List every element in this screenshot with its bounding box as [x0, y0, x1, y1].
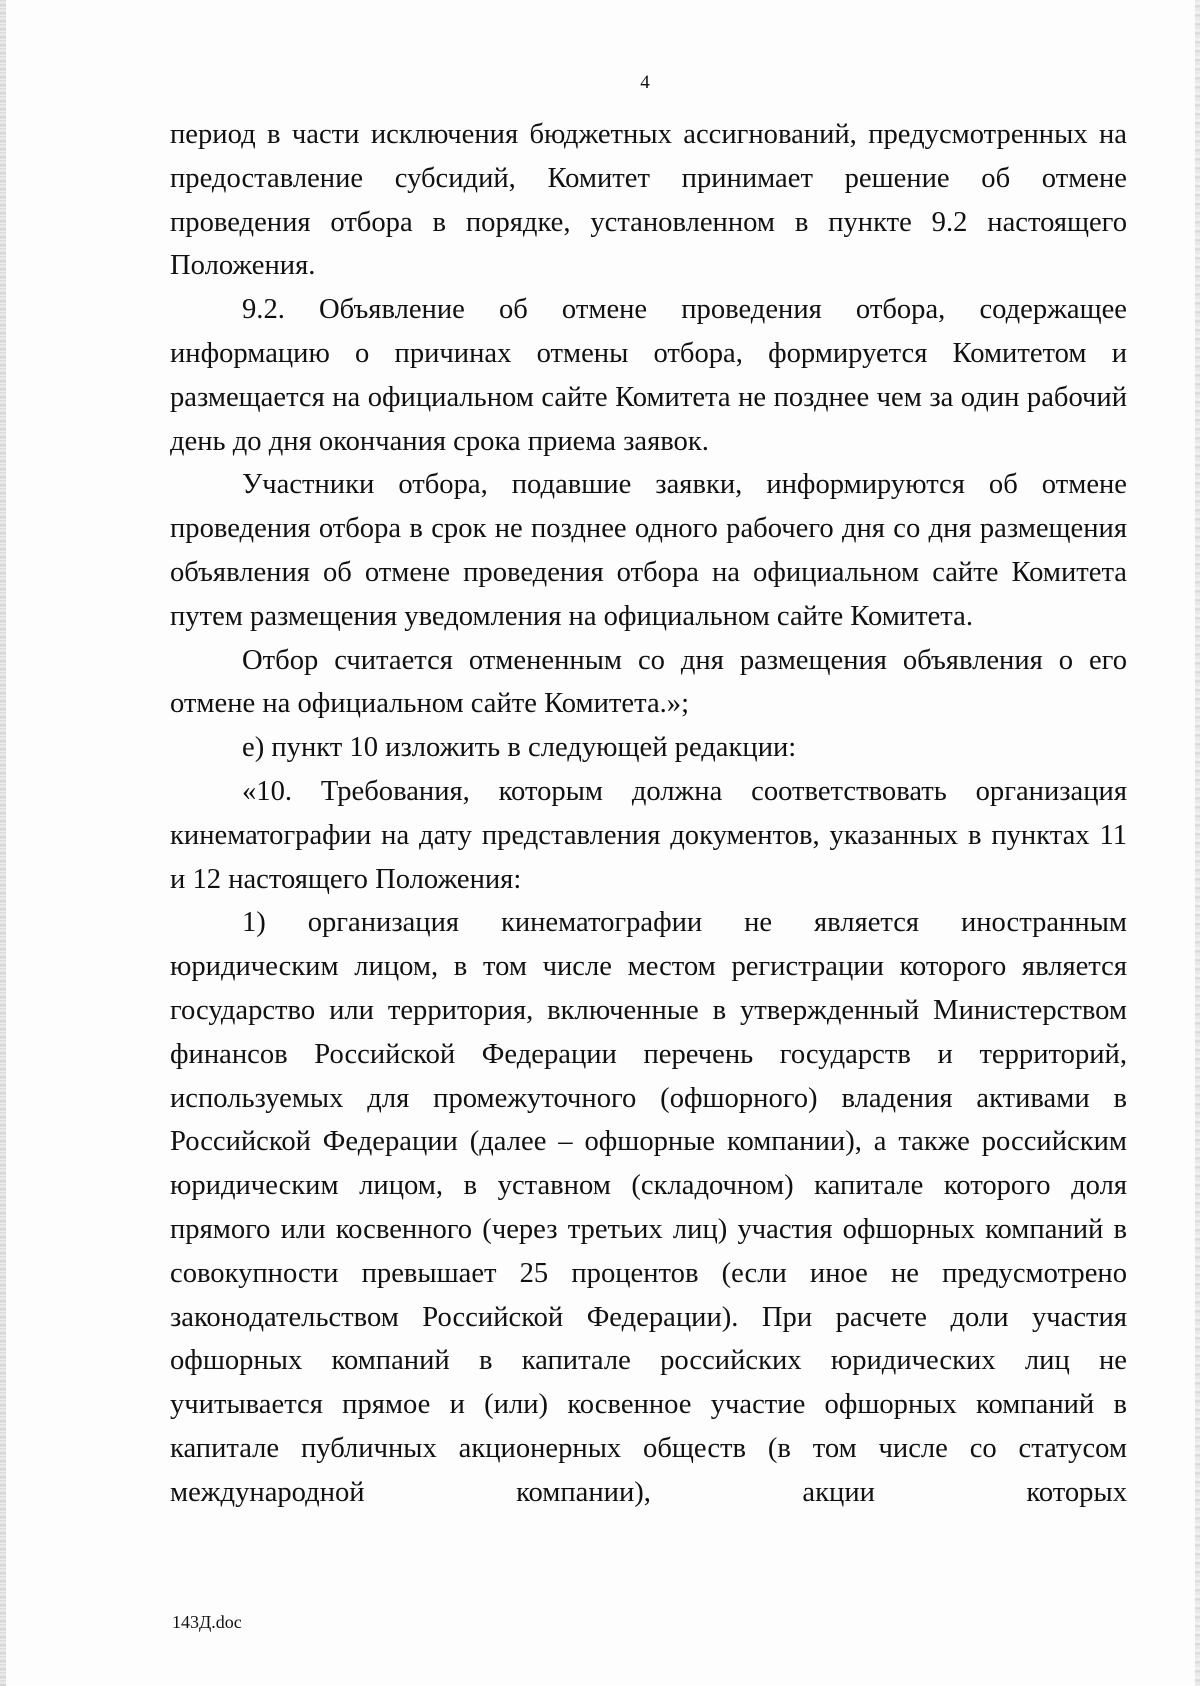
- paragraph-item-e: е) пункт 10 изложить в следующей редакции:: [242, 732, 797, 764]
- paragraph-10-requirements: «10. Требования, которым должна соответствовать организация кинематографии на дату представления документов, указанных в пунктах 11 и 12 настоящего Положения:: [170, 775, 1127, 895]
- footer-file-name: 143Д.doc: [172, 1612, 242, 1632]
- paragraph-continuation: период в части исключения бюджетных ассигнований, предусмотренных на предоставление субсидий, Комитет принимает решение об отмене проведения отбора в порядке, установленном в пункте 9.2 настоящего Положения.: [170, 119, 1127, 282]
- scan-edge-right: [1195, 0, 1200, 1686]
- paragraph-participants-notice: Участники отбора, подавшие заявки, информируются об отмене проведения отбора в срок не позднее одного рабочего дня со дня размещения объявления об отмене проведения отбора на официальном сайте Комитета путем размещения уведомления на официальном сайте Комитета.: [170, 469, 1127, 632]
- page-number: 4: [640, 72, 650, 93]
- scan-edge-left: [0, 0, 6, 1686]
- paragraph-selection-cancelled: Отбор считается отмененным со дня размещения объявления о его отмене на официальном сайте Комитета.»;: [170, 644, 1127, 720]
- paragraph-requirement-1: 1) организация кинематографии не является иностранным юридическим лицом, в том числе местом регистрации которого является государство или территория, включенные в утвержденный Министерством финансов Российской Федерации перечень государств и территорий, используемых для промежуточного (офшорного) владения активами в Российской Федерации (далее – офшорные компании), а также российским юридическим лицом, в уставном (складочном) капитале которого доля прямого или косвенного (через третьих лиц) участия офшорных компаний в совокупности превышает 25 процентов (если иное не предусмотрено законодательством Российской Федерации). При расчете доли участия офшорных компаний в капитале российских юридических лиц не учитывается прямое и (или) косвенное участие офшорных компаний в капитале публичных акционерных обществ (в том числе со статусом международной компании), акции которых: [170, 907, 1127, 1508]
- paragraph-9-2: 9.2. Объявление об отмене проведения отбора, содержащее информацию о причинах отмены отбора, формируется Комитетом и размещается на официальном сайте Комитета не позднее чем за один рабочий день до дня окончания срока приема заявок.: [170, 294, 1127, 457]
- document-body: [170, 113, 1127, 1515]
